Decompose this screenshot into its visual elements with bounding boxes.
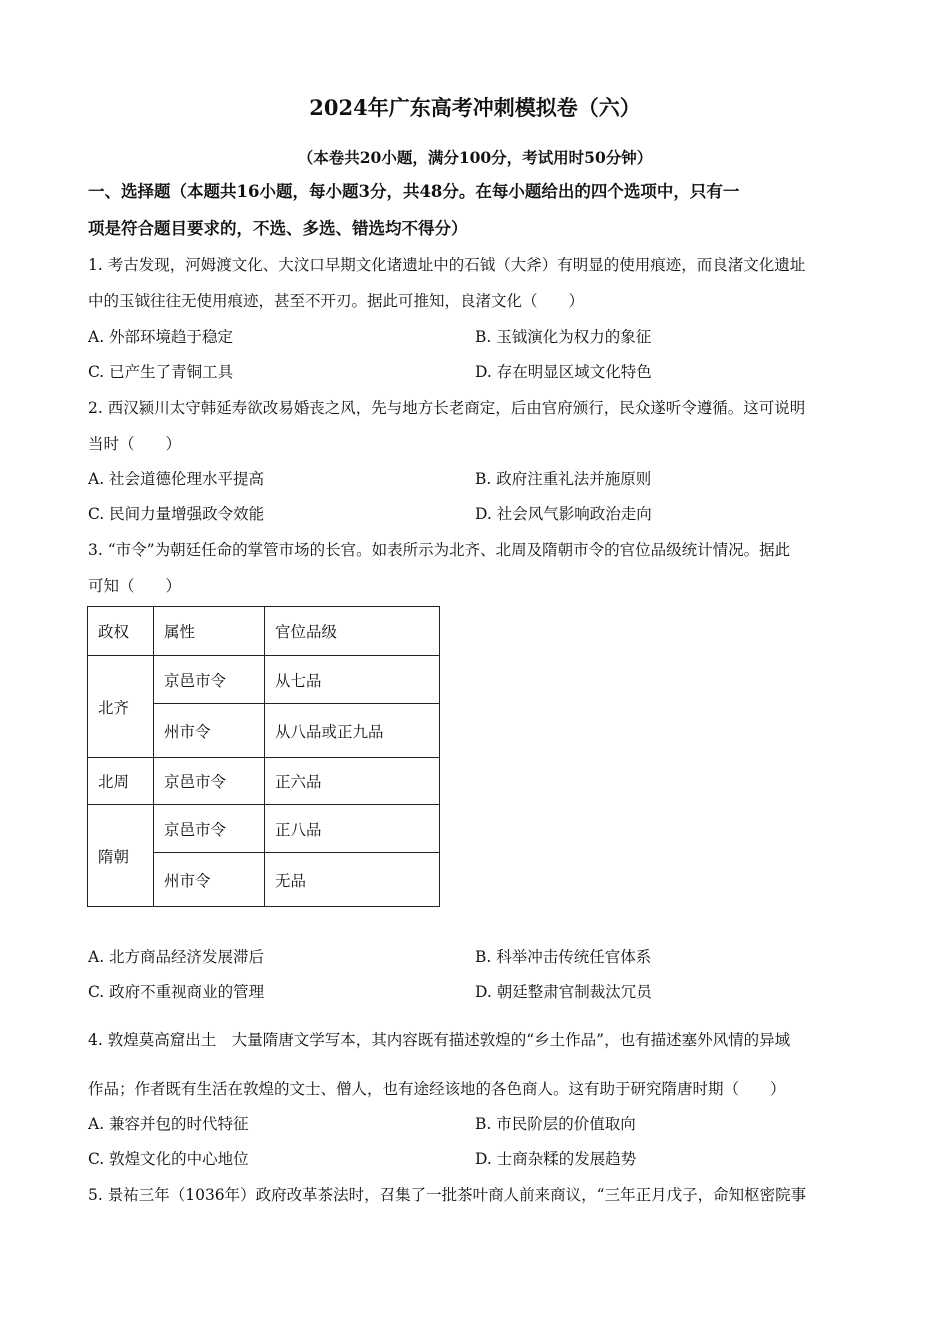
table-cell: 正八品 — [265, 805, 440, 853]
table-row — [88, 805, 440, 853]
q1-stem-line1: 1. 考古发现，河姆渡文化、大汶口早期文化诸遗址中的石钺（大斧）有明显的使用痕迹，而良渚文化遗址 — [88, 256, 806, 274]
section-heading-line2: 项是符合题目要求的，不选、多选、错选均不得分） — [88, 219, 468, 238]
q4-stem-line2: 作品；作者既有生活在敦煌的文士、僧人，也有途经该地的各色商人。这有助于研究隋唐时期（ ） — [88, 1080, 786, 1098]
page-title: 2024年广东高考冲刺模拟卷（六） — [309, 95, 641, 120]
regime-sui: 隋朝 — [88, 805, 154, 907]
market-official-rank-table — [87, 606, 440, 907]
q1-stem-line2: 中的玉钺往往无使用痕迹，甚至不开刃。据此可推知，良渚文化（ ） — [88, 292, 585, 310]
q2-option-c: C. 民间力量增强政令效能 — [88, 505, 265, 523]
q3-option-a: A. 北方商品经济发展滞后 — [88, 948, 265, 966]
table-cell: 州市令 — [154, 853, 265, 907]
table-cell: 正六品 — [265, 758, 440, 805]
q4-option-a: A. 兼容并包的时代特征 — [88, 1115, 249, 1133]
table-cell: 州市令 — [154, 704, 265, 758]
q3-stem-line2: 可知（ ） — [88, 577, 182, 595]
table-row — [88, 758, 440, 805]
q2-stem-line2: 当时（ ） — [88, 435, 182, 453]
q4-stem-line1: 4. 敦煌莫高窟出土 大量隋唐文学写本，其内容既有描述敦煌的“乡土作品”，也有描述塞外风情的异域 — [88, 1031, 791, 1049]
q1-option-b: B. 玉钺演化为权力的象征 — [475, 328, 652, 346]
exam-info: （本卷共20小题，满分100分，考试用时50分钟） — [297, 148, 653, 167]
table-cell: 从七品 — [265, 656, 440, 704]
q2-option-b: B. 政府注重礼法并施原则 — [475, 470, 652, 488]
q2-option-a: A. 社会道德伦理水平提高 — [88, 470, 265, 488]
section-heading-line1: 一、选择题（本题共16小题，每小题3分，共48分。在每小题给出的四个选项中，只有一 — [88, 182, 740, 201]
q4-option-d: D. 士商杂糅的发展趋势 — [475, 1150, 637, 1168]
q1-option-a: A. 外部环境趋于稳定 — [88, 328, 234, 346]
header-attribute: 属性 — [154, 607, 265, 656]
table-header-row — [88, 607, 440, 656]
table-cell: 京邑市令 — [154, 805, 265, 853]
table-cell: 从八品或正九品 — [265, 704, 440, 758]
regime-beizhou: 北周 — [88, 758, 154, 805]
regime-beiqi: 北齐 — [88, 656, 154, 758]
q4-option-b: B. 市民阶层的价值取向 — [475, 1115, 636, 1133]
q2-stem-line1: 2. 西汉颍川太守韩延寿欲改易婚丧之风，先与地方长老商定，后由官府颁行，民众遂听令遵循。这可说明 — [88, 399, 806, 417]
q3-option-b: B. 科举冲击传统任官体系 — [475, 948, 652, 966]
q1-option-c: C. 已产生了青铜工具 — [88, 363, 234, 381]
q2-option-d: D. 社会风气影响政治走向 — [475, 505, 652, 523]
q3-option-d: D. 朝廷整肃官制裁汰冗员 — [475, 983, 652, 1001]
q5-stem-line1: 5. 景祐三年（1036年）政府改革茶法时，召集了一批茶叶商人前来商议，“三年正月戊子，命知枢密院事 — [88, 1186, 807, 1204]
q3-option-c: C. 政府不重视商业的管理 — [88, 983, 265, 1001]
q4-option-c: C. 敦煌文化的中心地位 — [88, 1150, 249, 1168]
table-cell: 京邑市令 — [154, 758, 265, 805]
header-regime: 政权 — [88, 607, 154, 656]
table-cell: 京邑市令 — [154, 656, 265, 704]
table-cell: 无品 — [265, 853, 440, 907]
table-row — [88, 656, 440, 704]
q1-option-d: D. 存在明显区域文化特色 — [475, 363, 652, 381]
header-rank: 官位品级 — [265, 607, 440, 656]
q3-stem-line1: 3. “市令”为朝廷任命的掌管市场的长官。如表所示为北齐、北周及隋朝市令的官位品级统计情况。据此 — [88, 541, 791, 559]
